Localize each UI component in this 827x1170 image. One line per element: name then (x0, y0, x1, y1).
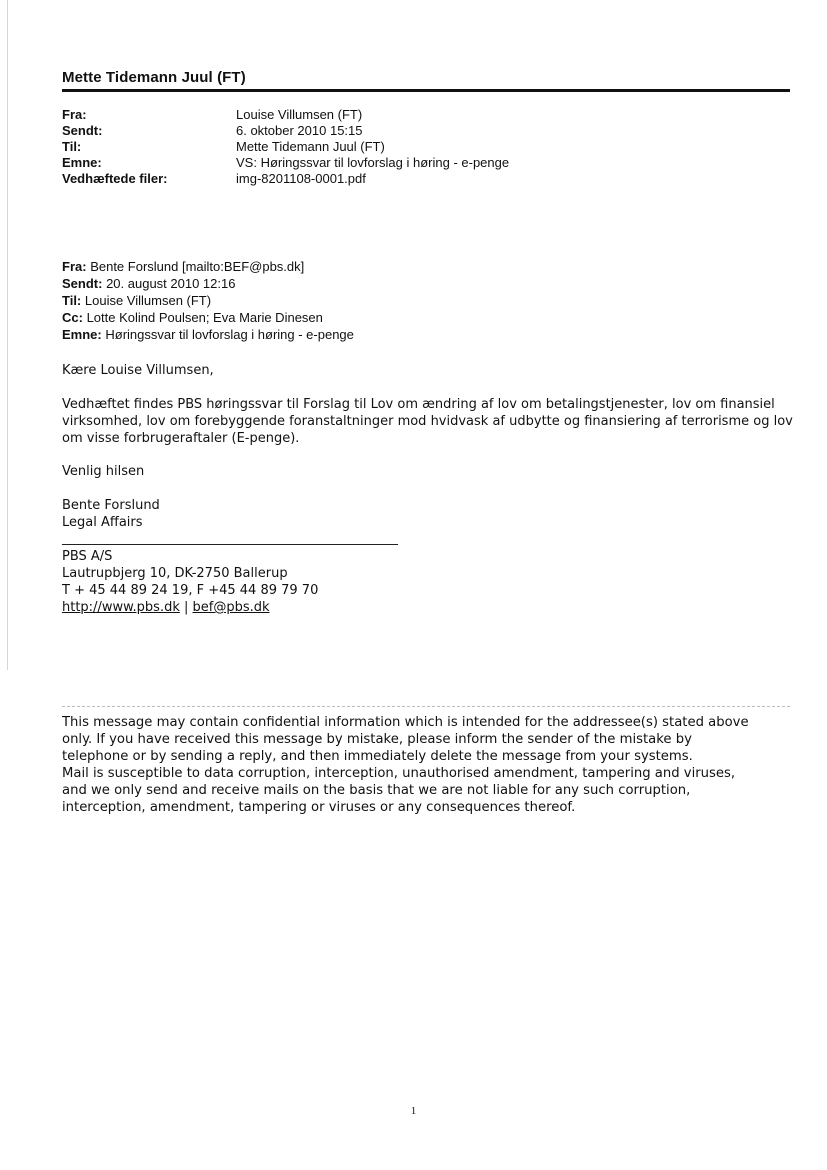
fwd-value: Høringssvar til lovforslag i høring - e-penge (105, 327, 354, 342)
company-block (62, 548, 797, 616)
printed-by-header: Mette Tidemann Juul (FT) (62, 69, 246, 86)
meta-value: 6. oktober 2010 15:15 (236, 123, 363, 138)
page-number: 1 (410, 1105, 417, 1117)
company-address: Lautrupbjerg 10, DK-2750 Ballerup (62, 566, 288, 581)
meta-label: Til: (62, 139, 82, 154)
closing: Venlig hilsen (62, 464, 145, 479)
body-paragraph: Vedhæftet findes PBS høringssvar til Forslag til Lov om ændring af lov om betalingstjenester, lov om finansiel virksomhed, lov om forebyggende foranstaltninger mod hvidvask af udbytte og finansiering af terrorisme og lov om visse forbrugeraftaler (E-penge). (62, 397, 793, 446)
meta-value: Mette Tidemann Juul (FT) (236, 139, 385, 154)
signature-divider (62, 544, 398, 545)
greeting: Kære Louise Villumsen, (62, 363, 214, 378)
header-divider (62, 89, 790, 92)
disclaimer-divider (62, 706, 790, 707)
fwd-label: Cc: (62, 310, 83, 325)
scan-edge-line (7, 0, 8, 670)
disclaimer-line: interception, amendment, tampering or viruses or any consequences thereof. (62, 800, 576, 815)
meta-value: img-8201108-0001.pdf (236, 171, 366, 186)
fwd-label: Fra: (62, 259, 87, 274)
meta-row-subject (62, 155, 509, 171)
fwd-value: Bente Forslund [mailto:BEF@pbs.dk] (90, 259, 305, 274)
meta-label: Fra: (62, 107, 87, 122)
disclaimer (62, 714, 797, 816)
meta-value: VS: Høringssvar til lovforslag i høring - e-penge (236, 155, 510, 170)
fwd-value: Louise Villumsen (FT) (84, 293, 212, 308)
fwd-label: Sendt: (62, 276, 103, 291)
fwd-row-cc (62, 309, 354, 326)
fwd-row-subject (62, 326, 354, 343)
disclaimer-line: telephone or by sending a reply, and then immediately delete the message from your systems. (62, 749, 693, 764)
disclaimer-line: This message may contain confidential information which is intended for the addressee(s) stated above (62, 715, 749, 730)
meta-label: Sendt: (62, 123, 103, 138)
company-links (62, 599, 797, 616)
website-link[interactable]: http://www.pbs.dk (62, 600, 180, 615)
forwarded-header (62, 258, 354, 343)
email-link[interactable]: bef@pbs.dk (192, 600, 270, 615)
meta-row-to (62, 139, 509, 155)
meta-row-from (62, 107, 509, 123)
fwd-label: Til: (62, 293, 82, 308)
fwd-value: 20. august 2010 12:16 (106, 276, 236, 291)
company-name: PBS A/S (62, 549, 113, 564)
meta-row-attachments (62, 171, 509, 187)
meta-label: Emne: (62, 155, 102, 170)
signature (62, 497, 797, 531)
company-phone: T + 45 44 89 24 19, F +45 44 89 79 70 (62, 583, 319, 598)
disclaimer-line: only. If you have received this message by mistake, please inform the sender of the mistake by (62, 732, 692, 747)
disclaimer-line: Mail is susceptible to data corruption, interception, unauthorised amendment, tampering and viruses, (62, 766, 736, 781)
fwd-value: Lotte Kolind Poulsen; Eva Marie Dinesen (86, 310, 323, 325)
fwd-row-sent (62, 275, 354, 292)
meta-value: Louise Villumsen (FT) (236, 107, 363, 122)
meta-row-sent (62, 123, 509, 139)
fwd-row-from (62, 258, 354, 275)
fwd-row-to (62, 292, 354, 309)
disclaimer-line: and we only send and receive mails on the basis that we are not liable for any such corruption, (62, 783, 691, 798)
email-metadata (62, 107, 509, 187)
signature-name: Bente Forslund (62, 498, 160, 513)
link-separator: | (184, 600, 189, 615)
signature-title: Legal Affairs (62, 515, 143, 530)
meta-label: Vedhæftede filer: (62, 171, 168, 186)
fwd-label: Emne: (62, 327, 102, 342)
